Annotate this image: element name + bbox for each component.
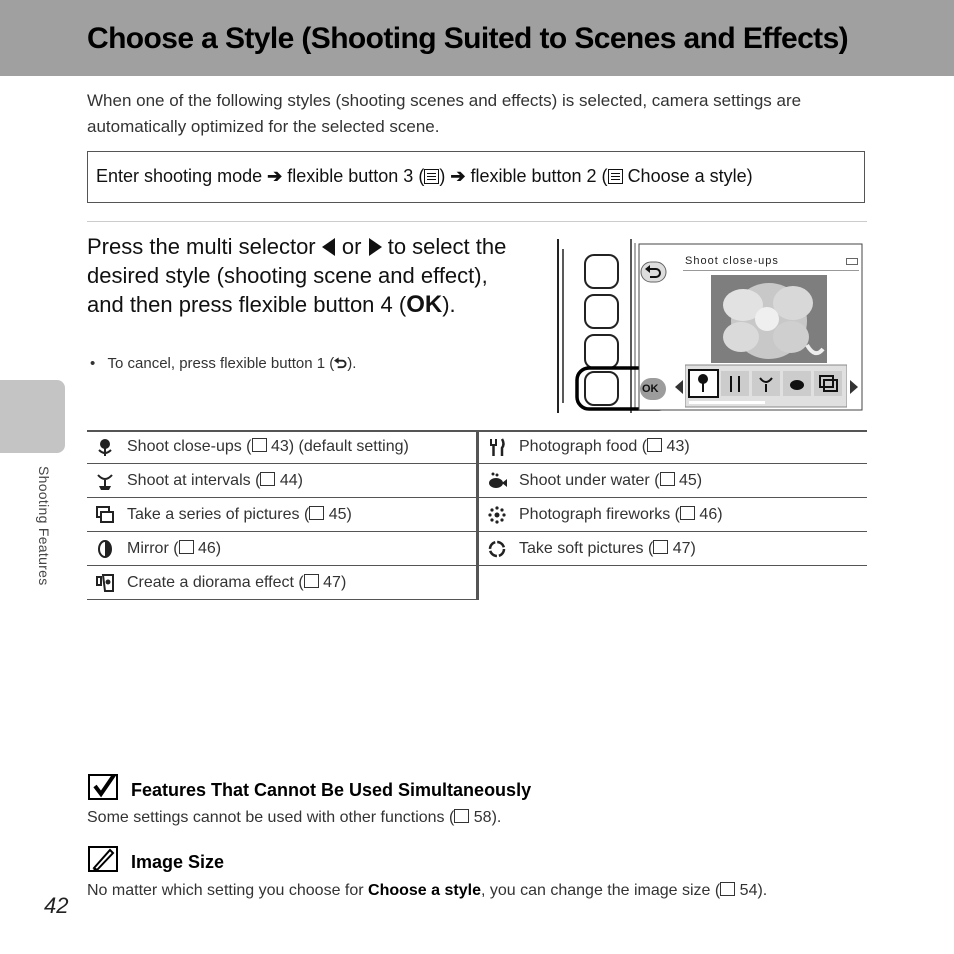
menu-path-box: [87, 151, 865, 203]
style-ref: 43): [666, 438, 690, 455]
style-ref: 46): [198, 540, 222, 557]
camera-illustration: [555, 237, 867, 415]
flower-preview-image: [711, 275, 827, 363]
note-heading: Image Size: [131, 852, 225, 872]
style-ref: 43) (default setting): [270, 438, 409, 455]
book-ref-icon: [454, 809, 469, 823]
selector-right-icon: [849, 380, 858, 394]
arrow-icon: ➔: [450, 166, 466, 186]
cancel-text: To cancel, press flexible button 1 (: [107, 355, 335, 372]
screen-title: Shoot close-ups: [685, 255, 779, 267]
path-part-2: flexible button 3 (: [287, 166, 425, 186]
back-arrow-icon: [640, 261, 667, 283]
style-row: [479, 532, 867, 566]
note-body: [87, 882, 767, 900]
step-instruction: [87, 232, 527, 319]
plant-sprout-icon: [95, 471, 115, 491]
style-label: Shoot close-ups (: [127, 438, 252, 455]
section-label: Shooting Features: [36, 466, 52, 586]
triangle-left-icon: [322, 238, 336, 256]
page-number: 42: [44, 893, 69, 918]
style-ref: 47): [323, 574, 347, 591]
fish-icon: [487, 471, 507, 491]
ok-symbol: OK: [406, 291, 443, 318]
scene-icon: [424, 169, 439, 184]
book-ref-icon: [653, 540, 668, 554]
section-tab: [0, 380, 65, 453]
book-ref-icon: [660, 472, 675, 486]
style-ref: 45): [678, 472, 703, 489]
style-row: [479, 464, 867, 498]
style-label: Shoot under water (: [519, 472, 660, 489]
style-row: [87, 498, 476, 532]
bullet-mark: •: [90, 355, 96, 372]
path-part-3: ): [439, 166, 446, 186]
style-label: Create a diorama effect (: [127, 574, 304, 591]
note-emphasis: Choose a style: [368, 882, 481, 899]
stacked-frames-icon: [95, 505, 115, 525]
path-part-5: Choose a style): [627, 166, 753, 186]
pencil-icon: [88, 846, 118, 872]
note-heading: Features That Cannot Be Used Simultaneously: [131, 780, 532, 800]
style-ref: 44): [279, 472, 303, 489]
style-label: Take soft pictures (: [519, 540, 654, 557]
style-label: Mirror (: [127, 540, 179, 557]
scene-icon: [608, 169, 623, 184]
style-row: [479, 430, 867, 464]
style-row: [87, 430, 476, 464]
note-body: [87, 809, 501, 827]
step-or: or: [341, 234, 362, 259]
battery-icon: [846, 258, 858, 265]
selector-left-icon: [675, 380, 684, 394]
note-text: Some settings cannot be used with other functions (: [87, 809, 455, 826]
book-ref-icon: [720, 882, 735, 896]
separator: [87, 221, 867, 222]
style-row: [479, 498, 867, 532]
page-title: Choose a Style (Shooting Suited to Scenes and Effects): [87, 22, 849, 55]
book-ref-icon: [179, 540, 194, 554]
book-ref-icon: [309, 506, 324, 520]
screen-title-underline: [683, 270, 859, 271]
step-end: ).: [442, 292, 456, 317]
soft-circle-icon: [487, 539, 507, 559]
ok-button-label: OK: [642, 383, 659, 395]
fireworks-icon: [487, 505, 507, 525]
back-arrow-icon: [334, 356, 347, 369]
style-label: Photograph food (: [519, 438, 648, 455]
cancel-note: [90, 355, 356, 372]
note-text: , you can change the image size (: [480, 882, 721, 899]
note-text: No matter which setting you choose for: [87, 882, 369, 899]
book-ref-icon: [647, 438, 662, 452]
book-ref-icon: [252, 438, 267, 452]
book-ref-icon: [260, 472, 275, 486]
cancel-text-end: ).: [347, 355, 357, 372]
style-strip: [685, 364, 847, 408]
mirror-icon: [95, 539, 115, 559]
book-ref-icon: [680, 506, 695, 520]
note-ref: 58).: [473, 809, 502, 826]
note-ref: 54).: [739, 882, 768, 899]
diorama-icon: [95, 573, 115, 593]
arrow-icon: ➔: [267, 166, 283, 186]
check-mark-icon: [88, 774, 118, 800]
triangle-right-icon: [368, 238, 382, 256]
style-row: [87, 566, 476, 600]
menu-path: [96, 166, 753, 187]
style-label: Shoot at intervals (: [127, 472, 261, 489]
style-label: Take a series of pictures (: [127, 506, 310, 523]
step-text-2: to select the desired style (shooting scene and effect), and then press flexible button 4 (: [87, 234, 507, 317]
fork-knife-icon: [487, 437, 507, 457]
style-ref: 47): [672, 540, 696, 557]
macro-flower-icon: [95, 437, 115, 457]
intro-paragraph: When one of the following styles (shooting scenes and effects) is selected, camera settings are automatically optimized for the selected scene.: [87, 91, 802, 136]
style-row: [87, 464, 476, 498]
style-ref: 45): [328, 506, 352, 523]
style-row: [87, 532, 476, 566]
step-text-1: Press the multi selector: [87, 234, 316, 259]
book-ref-icon: [304, 574, 319, 588]
path-part-1: Enter shooting mode: [96, 166, 263, 186]
style-label: Photograph fireworks (: [519, 506, 680, 523]
path-part-4: flexible button 2 (: [470, 166, 608, 186]
style-ref: 46): [699, 506, 723, 523]
